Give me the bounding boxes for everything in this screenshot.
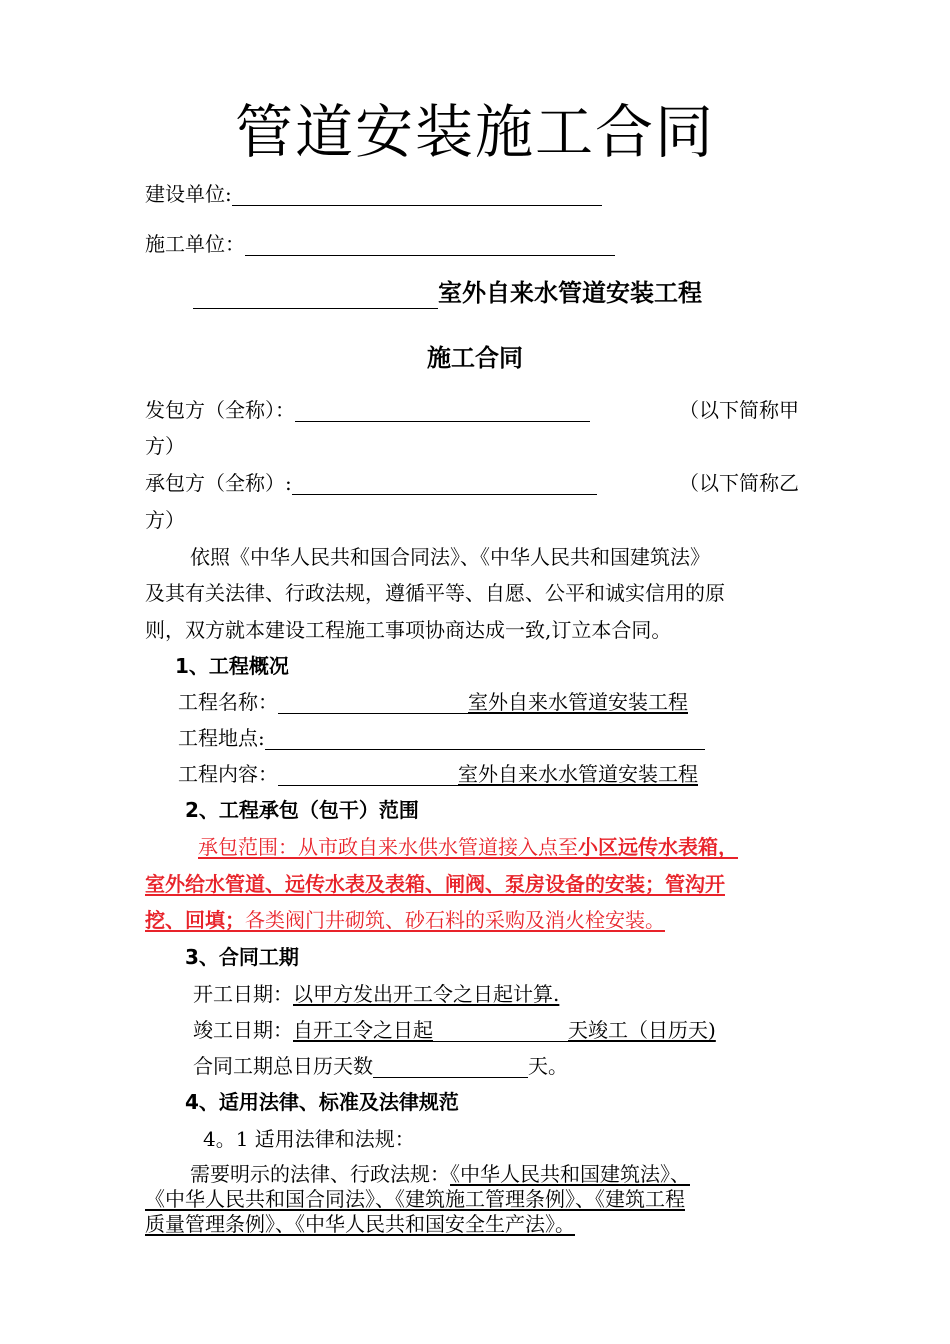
laws-line-1 (190, 1162, 690, 1186)
contractor-unit-row (145, 232, 615, 256)
scope-line-3 (145, 908, 665, 932)
section-4-heading: 4、适用法律、标准及法律规范 (185, 1090, 459, 1114)
start-date-value: 以甲方发出开工令之日起计算. (293, 982, 560, 1006)
party-b-note: （以下简称乙 (679, 471, 799, 495)
project-name-label: 工程名称： (178, 690, 278, 714)
party-b-note-cont: 方） (145, 508, 185, 532)
party-a-blank (295, 401, 590, 422)
contractor-unit-blank (245, 235, 615, 256)
section-2-heading: 2、工程承包（包干）范围 (185, 798, 419, 822)
start-date-label: 开工日期： (193, 982, 293, 1006)
section-3-heading: 3、合同工期 (185, 945, 299, 969)
project-name-blank (278, 693, 468, 714)
project-content-label: 工程内容： (178, 762, 278, 786)
end-date-label: 竣工日期： (193, 1018, 293, 1042)
project-name-value: 室外自来水管道安装工程 (468, 690, 688, 714)
laws-line-3: 质量管理条例》、《中华人民共和国安全生产法》。 (145, 1212, 575, 1236)
total-days-blank (373, 1057, 528, 1078)
project-location-label: 工程地点: (178, 726, 265, 750)
total-days-unit: 天。 (528, 1054, 568, 1078)
project-location-blank (265, 729, 705, 750)
construction-unit-row (145, 182, 602, 206)
end-date-blank (433, 1021, 568, 1042)
scope-line-1 (198, 835, 738, 859)
project-title-row (193, 277, 702, 309)
construction-unit-blank (232, 185, 602, 206)
document-title: 管道安装施工合同 (234, 98, 715, 166)
contractor-unit-label: 施工单位： (145, 232, 245, 256)
project-content-blank (278, 765, 458, 786)
scope-text-1a: 从市政自来水供水管道接入点至 (298, 835, 578, 859)
project-prefix-blank (193, 282, 438, 309)
party-b-row (145, 471, 597, 495)
scope-text-3a: 挖、回填； (145, 908, 245, 932)
preamble-line-2: 及其有关法律、行政法规，遵循平等、自愿、公平和诚实信用的原 (145, 581, 725, 605)
project-title: 室外自来水管道安装工程 (438, 279, 702, 307)
start-date-row (193, 982, 559, 1006)
total-days-label: 合同工期总日历天数 (193, 1054, 373, 1078)
party-a-note-cont: 方） (145, 434, 185, 458)
contract-subtitle: 施工合同 (427, 344, 523, 372)
party-b-blank (292, 474, 597, 495)
preamble-line-3: 则，双方就本建设工程施工事项协商达成一致,订立本合同。 (145, 618, 672, 642)
scope-text-3b: 各类阀门井砌筑、砂石料的采购及消火栓安装。 (245, 908, 665, 932)
total-days-row (193, 1054, 568, 1078)
section-4-1-heading: 4。1 适用法律和法规： (203, 1127, 415, 1151)
end-date-row (193, 1018, 716, 1042)
end-date-value-a: 自开工令之日起 (293, 1018, 433, 1042)
party-b-label: 承包方（全称）: (145, 471, 292, 495)
party-a-note: （以下简称甲 (679, 398, 799, 422)
project-content-value: 室外自来水水管道安装工程 (458, 762, 698, 786)
project-name-row (178, 690, 688, 714)
construction-unit-label: 建设单位: (145, 182, 232, 206)
scope-line-2: 室外给水管道、远传水表及表箱、闸阀、泵房设备的安装；管沟开 (145, 872, 725, 896)
end-date-value-b: 天竣工（日历天) (568, 1018, 716, 1042)
scope-label: 承包范围： (198, 835, 298, 859)
laws-label: 需要明示的法律、行政法规： (190, 1162, 450, 1186)
section-1-heading: 1、工程概况 (175, 654, 289, 678)
party-a-row (145, 398, 590, 422)
laws-text-1: 《中华人民共和国建筑法》、 (450, 1162, 690, 1186)
laws-line-2: 《中华人民共和国合同法》、《建筑施工管理条例》、《建筑工程 (145, 1187, 685, 1211)
scope-text-1b: 小区远传水表箱， (578, 835, 738, 859)
project-content-row (178, 762, 698, 786)
project-location-row (178, 726, 705, 750)
preamble-line-1: 依照《中华人民共和国合同法》、《中华人民共和国建筑法》 (190, 545, 710, 569)
party-a-label: 发包方（全称）： (145, 398, 295, 422)
